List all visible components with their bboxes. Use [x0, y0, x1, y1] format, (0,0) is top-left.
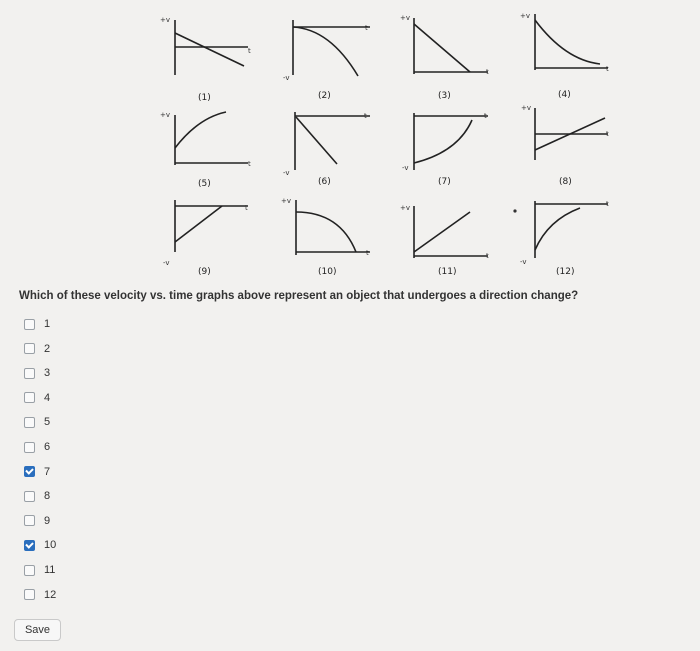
svg-text:t: t [606, 65, 609, 73]
graph-label-2: (2) [318, 91, 331, 101]
option-4[interactable] [24, 391, 50, 405]
graph-12 [535, 201, 608, 258]
svg-text:t: t [484, 112, 487, 120]
checkbox[interactable] [24, 392, 35, 403]
checkbox[interactable] [24, 491, 35, 502]
graph-label-11: (11) [438, 267, 457, 277]
graph-label-6: (6) [318, 177, 331, 187]
graph-10 [296, 200, 370, 255]
svg-text:t: t [365, 24, 368, 32]
svg-text:t: t [486, 252, 489, 260]
checkbox[interactable] [24, 589, 35, 600]
option-8[interactable] [24, 489, 50, 503]
svg-text:+v: +v [400, 204, 411, 212]
graph-11 [414, 206, 488, 258]
graph-6 [295, 112, 370, 170]
graph-label-8: (8) [559, 177, 572, 187]
svg-text:t: t [486, 68, 489, 76]
option-label: 2 [44, 342, 51, 355]
checkbox[interactable] [24, 565, 35, 576]
option-label: 9 [44, 514, 51, 527]
option-label: 1 [44, 318, 51, 330]
option-label: 4 [44, 391, 51, 404]
graph-label-5: (5) [198, 179, 211, 189]
checkbox[interactable] [24, 515, 35, 526]
option-1[interactable] [24, 317, 50, 331]
option-10[interactable] [24, 538, 56, 552]
graph-9 [175, 200, 248, 252]
svg-text:-v: -v [283, 74, 290, 82]
svg-text:-v: -v [520, 258, 527, 266]
graph-1 [175, 20, 248, 75]
svg-text:+v: +v [521, 104, 532, 112]
graph-2 [293, 20, 370, 76]
dot-mark [513, 209, 516, 212]
graphs-figure [0, 0, 700, 285]
svg-text:+v: +v [520, 12, 531, 20]
checkbox[interactable] [24, 343, 35, 354]
option-label: 6 [44, 441, 51, 453]
graph-3 [414, 18, 488, 74]
svg-text:+v: +v [400, 14, 411, 22]
question-text: Which of these velocity vs. time graphs above represent an object that undergoes a direction change? [19, 290, 579, 302]
graph-label-4: (4) [558, 90, 571, 100]
checkbox[interactable] [24, 368, 35, 379]
graph-7 [414, 113, 488, 170]
svg-text:t: t [248, 47, 251, 55]
save-button[interactable]: Save [14, 619, 61, 641]
checkbox[interactable] [24, 319, 35, 330]
option-label: 7 [44, 465, 51, 478]
svg-text:t: t [364, 112, 367, 120]
option-label: 11 [44, 564, 56, 576]
svg-text:t: t [248, 160, 251, 168]
graph-label-9: (9) [198, 267, 211, 277]
svg-text:t: t [606, 200, 609, 208]
svg-text:t: t [245, 204, 248, 212]
graph-5 [175, 112, 248, 165]
option-12[interactable] [24, 588, 56, 602]
svg-text:+v: +v [160, 111, 171, 119]
checkbox[interactable] [24, 466, 35, 477]
option-2[interactable] [24, 342, 50, 356]
option-label: 10 [44, 539, 57, 552]
svg-text:+v: +v [160, 16, 171, 24]
svg-text:-v: -v [163, 259, 170, 267]
option-9[interactable] [24, 514, 50, 528]
graph-8 [535, 108, 608, 160]
velocity-time-graphs [0, 0, 700, 285]
option-label: 5 [44, 416, 51, 429]
svg-text:t: t [366, 249, 369, 257]
graph-label-3: (3) [438, 91, 451, 101]
option-label: 3 [44, 367, 51, 380]
checkbox[interactable] [24, 442, 35, 453]
checkbox[interactable] [24, 417, 35, 428]
option-label: 8 [44, 490, 51, 503]
graph-label-7: (7) [438, 177, 451, 187]
option-label: 12 [44, 588, 57, 601]
graph-label-10: (10) [318, 267, 337, 277]
option-6[interactable] [24, 440, 50, 454]
option-7[interactable] [24, 465, 50, 479]
svg-text:-v: -v [283, 169, 290, 177]
svg-text:t: t [606, 130, 609, 138]
option-11[interactable] [24, 563, 55, 577]
graph-4 [535, 14, 608, 70]
graph-label-1: (1) [198, 93, 211, 103]
checkbox[interactable] [24, 540, 35, 551]
svg-text:+v: +v [281, 197, 292, 205]
option-3[interactable] [24, 366, 50, 380]
svg-text:-v: -v [402, 164, 409, 172]
option-5[interactable] [24, 415, 50, 429]
graph-label-12: (12) [556, 267, 575, 277]
